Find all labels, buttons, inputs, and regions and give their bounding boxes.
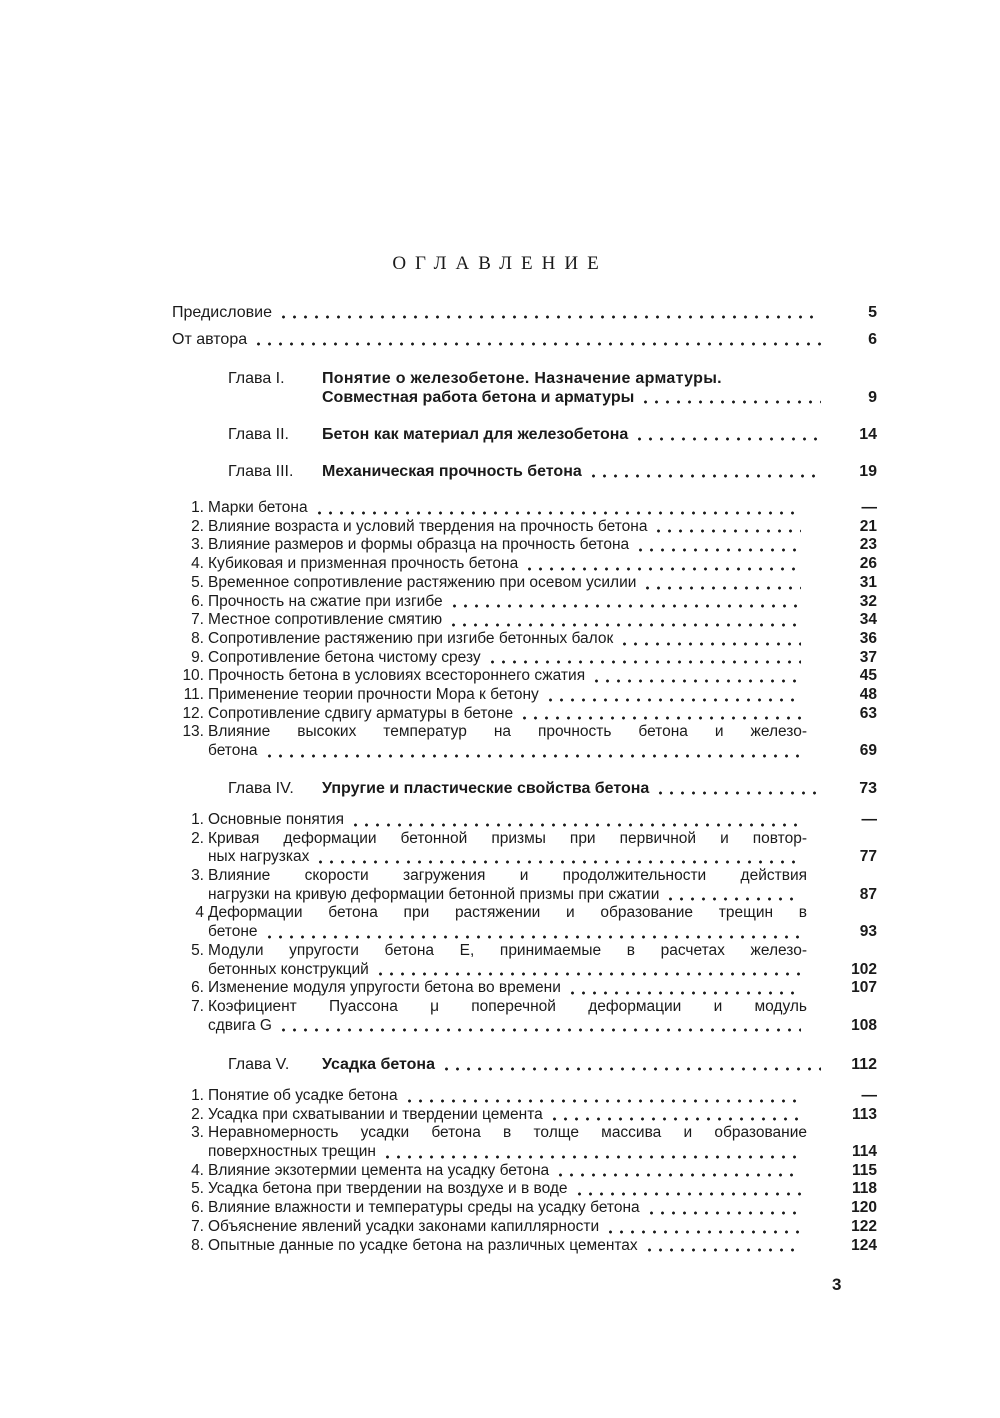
- section-title: Влияние высоких температур на прочность бетона и железо-: [208, 723, 807, 741]
- chapter-page: 112: [851, 1056, 877, 1073]
- section-page-column: [807, 723, 877, 760]
- section-page-column: [807, 1106, 877, 1125]
- section-body: [208, 1087, 807, 1106]
- dot-leader: [487, 649, 801, 668]
- section-page: 107: [851, 979, 877, 997]
- section-title: Усадка при схватывании и твердении цемента: [208, 1105, 543, 1123]
- dot-leader: [375, 961, 801, 980]
- section-number: 6.: [191, 979, 204, 997]
- section-page-column: [807, 574, 877, 593]
- toc-section[interactable]: [172, 611, 877, 630]
- section-title: Влияние размеров и формы образца на прочность бетона: [208, 536, 630, 554]
- chapter-label: Глава IV.: [228, 780, 294, 797]
- dot-leader: [591, 667, 801, 686]
- section-number: 9.: [191, 648, 204, 666]
- section-page-column: [807, 998, 877, 1035]
- section-title: Усадка бетона при твердении на воздухе и в воде: [208, 1180, 568, 1198]
- section-number: 2.: [191, 517, 204, 535]
- section-page: 36: [859, 629, 877, 647]
- section-page: 108: [851, 1016, 877, 1034]
- chapter-title: Упругие и пластические свойства бетона: [322, 780, 650, 797]
- section-body: [208, 555, 807, 574]
- section-line: [208, 1143, 807, 1162]
- section-number: 5.: [191, 1180, 204, 1198]
- section-body: [208, 942, 807, 979]
- section-line: [208, 499, 807, 518]
- section-number: 1.: [191, 1087, 204, 1104]
- entry-text: От автора: [172, 331, 248, 348]
- section-page-column: [807, 830, 877, 867]
- dot-leader: [588, 462, 821, 481]
- section-body: [208, 867, 807, 904]
- section-page-column: [807, 686, 877, 705]
- section-page-column: [807, 1124, 877, 1161]
- section-line: [208, 555, 807, 574]
- section-body: [208, 649, 807, 668]
- dot-leader: [315, 848, 801, 867]
- dot-leader: [448, 611, 801, 630]
- section-line: [208, 667, 807, 686]
- chapter-line: [228, 425, 877, 444]
- section-title: Влияние скорости загружения и продолжительности действия: [208, 867, 807, 885]
- section-page: 31: [859, 573, 877, 591]
- section-line: [208, 593, 807, 612]
- section-line: [208, 536, 807, 555]
- section-title: бетона: [208, 742, 258, 760]
- section-body: [208, 686, 807, 705]
- dot-leader: [665, 886, 801, 905]
- dot-leader: [605, 1218, 801, 1237]
- section-list: [172, 1087, 877, 1255]
- section-number: 5.: [191, 573, 204, 591]
- section-number: 11.: [183, 686, 204, 704]
- toc-chapter[interactable]: [228, 779, 877, 798]
- section-body: [208, 499, 807, 518]
- dot-leader: [574, 1180, 801, 1199]
- section-title: бетоне: [208, 923, 258, 941]
- section-body: [208, 1180, 807, 1199]
- toc-chapter[interactable]: [228, 369, 877, 407]
- section-number: 7.: [191, 1217, 204, 1235]
- section-number: 12.: [182, 704, 204, 722]
- section-body: [208, 630, 807, 649]
- toc-section[interactable]: [172, 649, 877, 668]
- dot-leader: [524, 555, 801, 574]
- dot-leader: [619, 630, 801, 649]
- section-page: —: [861, 1087, 877, 1104]
- toc-section[interactable]: [172, 1237, 877, 1256]
- section-body: [208, 705, 807, 724]
- chapter-page: 73: [859, 780, 877, 797]
- section-line: [208, 1162, 807, 1181]
- chapter-line: [228, 1055, 877, 1074]
- dot-leader: [655, 779, 821, 798]
- section-page-column: [807, 1237, 877, 1256]
- section-page: 37: [859, 648, 877, 666]
- section-title: сдвига G: [208, 1016, 272, 1034]
- dot-leader: [646, 1199, 801, 1218]
- section-line: [208, 1218, 807, 1237]
- section-page: 102: [851, 960, 877, 978]
- section-title: Влияние возраста и условий твердения на прочность бетона: [208, 517, 648, 535]
- section-line: [208, 811, 807, 830]
- toc-section[interactable]: [172, 867, 877, 904]
- section-line: [208, 686, 807, 705]
- section-page-column: [807, 867, 877, 904]
- section-number: 7.: [191, 997, 204, 1015]
- toc-section[interactable]: [172, 998, 877, 1035]
- toc-section[interactable]: [172, 518, 877, 537]
- section-page-column: [807, 611, 877, 630]
- page-number: 3: [832, 1275, 842, 1294]
- section-page: 122: [851, 1217, 877, 1235]
- section-line: [208, 1106, 807, 1125]
- section-title: Неравномерность усадки бетона в толще массива и образование: [208, 1124, 807, 1142]
- dot-leader: [449, 593, 801, 612]
- section-page-column: [807, 499, 877, 518]
- section-title: Прочность бетона в условиях всестороннего сжатия: [208, 667, 586, 685]
- section-number: 3.: [191, 1124, 204, 1142]
- dot-leader: [545, 686, 801, 705]
- toc-section[interactable]: [172, 1162, 877, 1181]
- toc-title: ОГЛАВЛЕНИЕ: [392, 253, 608, 274]
- section-page-column: [807, 518, 877, 537]
- section-title: Прочность на сжатие при изгибе: [208, 592, 443, 610]
- dot-leader: [519, 705, 801, 724]
- section-line: [208, 830, 807, 849]
- section-line: [208, 723, 807, 742]
- section-page-column: [807, 979, 877, 998]
- section-number: 4: [195, 904, 204, 922]
- dot-leader: [278, 303, 821, 322]
- section-title: Местное сопротивление смятию: [208, 611, 443, 629]
- dot-leader: [644, 1237, 801, 1256]
- toc-section[interactable]: [172, 1124, 877, 1161]
- section-number: 3.: [191, 536, 204, 554]
- section-title: Кубиковая и призменная прочность бетона: [208, 555, 519, 573]
- section-page: 23: [859, 536, 877, 554]
- section-body: [208, 904, 807, 941]
- section-line: [208, 904, 807, 923]
- section-number: 6.: [191, 1199, 204, 1217]
- dot-leader: [350, 811, 801, 830]
- dot-leader: [567, 979, 801, 998]
- section-line: [208, 1087, 807, 1106]
- section-page-column: [807, 1162, 877, 1181]
- section-title: Основные понятия: [208, 811, 344, 828]
- toc-section[interactable]: [172, 630, 877, 649]
- chapter-page: 14: [859, 426, 877, 443]
- section-number: 3.: [191, 867, 204, 885]
- section-line: [208, 942, 807, 961]
- section-page: 32: [859, 592, 877, 610]
- section-line: [208, 848, 807, 867]
- toc-section[interactable]: [172, 979, 877, 998]
- dot-leader: [555, 1162, 801, 1181]
- toc-chapter[interactable]: [228, 425, 877, 444]
- section-page-column: [807, 1218, 877, 1237]
- section-title: Сопротивление бетона чистому срезу: [208, 648, 481, 666]
- chapter-title: Бетон как материал для железобетона: [322, 426, 629, 443]
- section-page: 114: [851, 1143, 877, 1161]
- section-line: [208, 998, 807, 1017]
- dot-leader: [253, 330, 821, 349]
- section-page: —: [861, 811, 877, 828]
- section-title: Влияние экзотермии цемента на усадку бетона: [208, 1161, 550, 1179]
- section-page: 93: [859, 923, 877, 941]
- section-line: [208, 1124, 807, 1143]
- toc-section[interactable]: [172, 536, 877, 555]
- entry-text: Предисловие: [172, 304, 272, 321]
- toc-section[interactable]: [172, 574, 877, 593]
- section-title: Влияние влажности и температуры среды на усадку бетона: [208, 1199, 640, 1217]
- section-title: Деформации бетона при растяжении и образование трещин в: [208, 904, 807, 922]
- section-page-column: [807, 811, 877, 830]
- section-line: [208, 1237, 807, 1256]
- section-line: [208, 611, 807, 630]
- section-page-column: [807, 593, 877, 612]
- section-page: 87: [859, 885, 877, 903]
- section-body: [208, 1199, 807, 1218]
- section-title: Марки бетона: [208, 499, 308, 516]
- toc-section[interactable]: [172, 942, 877, 979]
- section-body: [208, 536, 807, 555]
- section-number: 1.: [191, 811, 204, 828]
- section-body: [208, 830, 807, 867]
- section-title: поверхностных трещин: [208, 1143, 376, 1161]
- toc-section[interactable]: [172, 1106, 877, 1125]
- toc-section[interactable]: [172, 686, 877, 705]
- section-title: Изменение модуля упругости бетона во времени: [208, 979, 561, 997]
- section-number: 8.: [191, 629, 204, 647]
- section-title: Сопротивление сдвигу арматуры в бетоне: [208, 704, 514, 722]
- section-page-column: [807, 536, 877, 555]
- toc-section[interactable]: [172, 667, 877, 686]
- section-title: Применение теории прочности Мора к бетону: [208, 686, 539, 704]
- dot-leader: [642, 574, 801, 593]
- section-body: [208, 998, 807, 1035]
- chapter-line: [228, 462, 877, 481]
- section-page: 48: [859, 686, 877, 704]
- section-title: нагрузки на кривую деформации бетонной призмы при сжатии: [208, 885, 660, 903]
- section-title: Понятие об усадке бетона: [208, 1087, 398, 1104]
- section-page-column: [807, 649, 877, 668]
- section-page: 63: [859, 704, 877, 722]
- section-body: [208, 611, 807, 630]
- chapter-title: Усадка бетона: [322, 1056, 435, 1073]
- toc-chapter[interactable]: [228, 1055, 877, 1074]
- section-number: 10.: [182, 667, 204, 685]
- section-page: 34: [859, 611, 877, 629]
- section-body: [208, 518, 807, 537]
- section-body: [208, 723, 807, 760]
- dot-leader: [634, 425, 821, 444]
- section-page: 21: [859, 517, 877, 535]
- dot-leader: [640, 388, 821, 407]
- toc-section[interactable]: [172, 555, 877, 574]
- section-number: 2.: [191, 1105, 204, 1123]
- section-page: 26: [859, 555, 877, 573]
- section-page-column: [807, 705, 877, 724]
- section-body: [208, 1106, 807, 1125]
- section-title: бетонных конструкций: [208, 960, 369, 978]
- section-title: Модули упругости бетона E, принимаемые в расчетах железо-: [208, 941, 807, 959]
- section-title: Опытные данные по усадке бетона на различных цементах: [208, 1236, 638, 1254]
- chapter-label: Глава III.: [228, 463, 294, 480]
- section-number: 1.: [191, 499, 204, 516]
- toc-entry-preface[interactable]: [172, 303, 877, 322]
- section-number: 4.: [191, 555, 204, 573]
- section-line: [208, 867, 807, 886]
- chapter-title: Механическая прочность бетона: [322, 463, 582, 480]
- toc-section[interactable]: [172, 1180, 877, 1199]
- section-title: Коэфициент Пуассона μ поперечной деформации и модуль: [208, 997, 807, 1015]
- section-page: 120: [851, 1199, 877, 1217]
- toc-section[interactable]: [172, 811, 877, 830]
- section-page-column: [807, 555, 877, 574]
- section-number: 5.: [191, 941, 204, 959]
- section-line: [208, 1199, 807, 1218]
- section-page-column: [807, 1180, 877, 1199]
- section-line: [208, 649, 807, 668]
- section-page-column: [807, 630, 877, 649]
- toc-entry-from-author[interactable]: [172, 330, 877, 349]
- toc-section[interactable]: [172, 1087, 877, 1106]
- section-body: [208, 1124, 807, 1161]
- section-number: 2.: [191, 829, 204, 847]
- section-page: 124: [851, 1236, 877, 1254]
- section-body: [208, 1162, 807, 1181]
- dot-leader: [635, 536, 801, 555]
- chapter-page: 9: [868, 389, 877, 406]
- section-list: [172, 811, 877, 1035]
- section-page: 69: [859, 742, 877, 760]
- section-title: Кривая деформации бетонной призмы при первичной и повтор-: [208, 829, 807, 847]
- chapter-label: Глава V.: [228, 1056, 290, 1073]
- dot-leader: [264, 742, 801, 761]
- entry-page: 6: [868, 331, 877, 348]
- toc-section[interactable]: [172, 499, 877, 518]
- section-page: —: [861, 499, 877, 516]
- section-list: [172, 499, 877, 761]
- section-line: [208, 961, 807, 980]
- section-number: 13.: [182, 723, 204, 741]
- chapter-title: Совместная работа бетона и арматуры: [322, 389, 635, 406]
- section-line: [208, 1180, 807, 1199]
- section-line: [208, 886, 807, 905]
- chapter-line: [228, 388, 877, 407]
- section-line: [208, 630, 807, 649]
- section-number: 8.: [191, 1236, 204, 1254]
- section-number: 6.: [191, 592, 204, 610]
- section-line: [208, 979, 807, 998]
- chapter-title: Понятие о железобетоне. Назначение арматуры.: [322, 370, 722, 387]
- toc-section[interactable]: [172, 593, 877, 612]
- entry-page: 5: [868, 304, 877, 321]
- toc-section[interactable]: [172, 904, 877, 941]
- section-line: [208, 923, 807, 942]
- section-line: [208, 742, 807, 761]
- section-line: [208, 518, 807, 537]
- toc-chapter[interactable]: [228, 462, 877, 481]
- section-title: Временное сопротивление растяжению при осевом усилии: [208, 573, 637, 591]
- section-body: [208, 667, 807, 686]
- section-page-column: [807, 1199, 877, 1218]
- dot-leader: [653, 518, 801, 537]
- section-page-column: [807, 942, 877, 979]
- section-title: Объяснение явлений усадки законами капиллярности: [208, 1217, 600, 1235]
- section-body: [208, 811, 807, 830]
- section-body: [208, 1237, 807, 1256]
- section-body: [208, 574, 807, 593]
- chapter-page: 19: [859, 463, 877, 480]
- section-page-column: [807, 904, 877, 941]
- toc-section[interactable]: [172, 1218, 877, 1237]
- toc-section[interactable]: [172, 1199, 877, 1218]
- chapter-label: Глава I.: [228, 370, 285, 387]
- chapter-label: Глава II.: [228, 426, 289, 443]
- toc-section[interactable]: [172, 705, 877, 724]
- dot-leader: [264, 923, 801, 942]
- section-page: 115: [851, 1161, 877, 1179]
- dot-leader: [549, 1106, 801, 1125]
- section-page: 113: [851, 1105, 877, 1123]
- dot-leader: [314, 499, 801, 518]
- chapter-line: [228, 369, 877, 388]
- section-number: 7.: [191, 611, 204, 629]
- section-page: 45: [859, 667, 877, 685]
- section-page: 118: [851, 1180, 877, 1198]
- section-line: [208, 1017, 807, 1036]
- section-page-column: [807, 667, 877, 686]
- dot-leader: [441, 1055, 821, 1074]
- dot-leader: [404, 1087, 801, 1106]
- dot-leader: [382, 1143, 801, 1162]
- section-number: 4.: [191, 1161, 204, 1179]
- section-page-column: [807, 1087, 877, 1106]
- toc-section[interactable]: [172, 830, 877, 867]
- section-title: Сопротивление растяжению при изгибе бетонных балок: [208, 629, 614, 647]
- chapter-line: [228, 779, 877, 798]
- section-body: [208, 1218, 807, 1237]
- section-page: 77: [859, 848, 877, 866]
- dot-leader: [278, 1017, 801, 1036]
- section-line: [208, 574, 807, 593]
- section-body: [208, 979, 807, 998]
- section-title: ных нагрузках: [208, 848, 310, 866]
- section-body: [208, 593, 807, 612]
- toc-section[interactable]: [172, 723, 877, 760]
- section-line: [208, 705, 807, 724]
